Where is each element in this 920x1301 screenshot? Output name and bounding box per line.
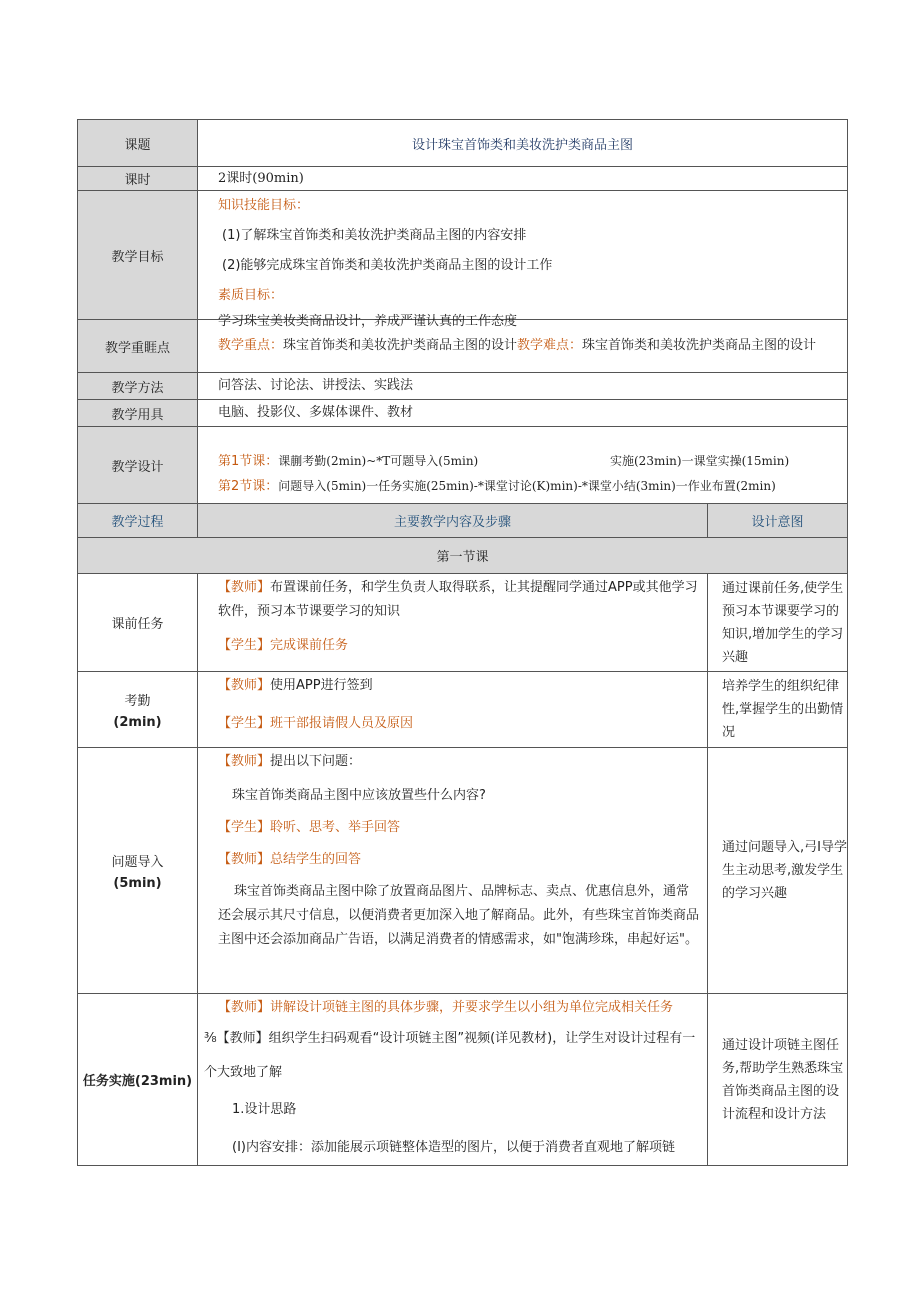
design-label: 教学设计 xyxy=(78,427,198,504)
attendance-student-text: 班干部报请假人员及原因 xyxy=(270,716,414,731)
column-process: 教学过程 xyxy=(78,504,198,538)
tools-value: 电脑、投影仪、多媒体课件、教材 xyxy=(198,400,848,427)
student-tag: 【学生】 xyxy=(218,820,271,835)
task-teacher-text: 讲解设计项链主图的具体步骤，并要求学生以小组为单位完成相关任务 xyxy=(270,1000,674,1015)
keypoints-label: 教学重睚点 xyxy=(78,320,198,373)
topic-label: 课题 xyxy=(78,120,198,167)
key-text: 珠宝首饰类和美妆洗护类商品主图的设计 xyxy=(283,338,518,353)
difficulty-text: 珠宝首饰类和美妆洗护类商品主图的设计 xyxy=(582,338,817,353)
pre-task-intent: 通过课前任务,使学生预习本节课要学习的知识,增加学生的学习兴趣 xyxy=(708,574,848,672)
skill-goal-2: (2)能够完成珠宝首饰类和美妆洗护类商品主图的设计工作 xyxy=(222,258,553,273)
difficulty-title: 教学难点： xyxy=(517,338,583,353)
attendance-intent: 培养学生的组织纪律性,掌握学生的出勤情况 xyxy=(708,672,848,748)
lesson-plan-table xyxy=(77,119,848,1166)
pre-student-text: 完成课前任务 xyxy=(270,638,349,653)
intro-question: 珠宝首饰类商品主图中应该放置些什么内容? xyxy=(232,788,486,803)
intro-teacher-text-2: 总结学生的回答 xyxy=(270,852,362,867)
task-content xyxy=(198,994,708,1166)
attendance-teacher-text: 使用APP进行签到 xyxy=(270,678,373,693)
design-cell xyxy=(198,427,848,504)
student-tag: 【学生】 xyxy=(218,716,271,731)
hours-value: 2课时(90min) xyxy=(198,167,848,191)
intro-student-text: 聆听、思考、举手回答 xyxy=(270,820,401,835)
attendance-label-cell xyxy=(78,672,198,748)
intro-paragraph: 珠宝首饰类商品主图中除了放置商品图片、品牌标志、卖点、优惠信息外，通常还会展示其尺寸信息，以便消费者更加深入地了解商品。此外，有些珠宝首饰类商品主图中还会添加商品广告语，以满足消费者的情感需求，如"饱满珍珠，串起好运"。 xyxy=(218,884,700,947)
design-line2-title: 第2节课： xyxy=(218,479,279,494)
task-intent: 通过设计项链主图任务,帮助学生熟悉珠宝首饰类商品主图的设计流程和设计方法 xyxy=(708,994,848,1166)
task-heading: 1.设计思路 xyxy=(232,1102,297,1117)
page-title: 设计珠宝首饰类和美妆洗护类商品主图 xyxy=(198,120,848,167)
teacher-tag: 【教师】 xyxy=(216,1031,269,1046)
tools-label: 教学用具 xyxy=(78,400,198,427)
intro-content xyxy=(198,748,708,994)
design-line1-title: 第1节课： xyxy=(218,454,279,469)
hours-label: 课时 xyxy=(78,167,198,191)
teacher-tag: 【教师】 xyxy=(218,754,271,769)
student-tag: 【学生】 xyxy=(218,638,271,653)
design-line1-b: 实施(23min)一课堂实操(15min) xyxy=(610,454,790,468)
section-title: 第一节课 xyxy=(78,538,848,574)
goals-cell xyxy=(198,191,848,329)
column-intent: 设计意图 xyxy=(708,504,848,538)
task-item: (I)内容安排：添加能展示项链整体造型的图片，以便于消费者直观地了解项链 xyxy=(232,1140,675,1155)
intro-time: (5min) xyxy=(113,875,162,891)
intro-label-cell xyxy=(78,748,198,994)
teacher-tag: 【教师】 xyxy=(218,580,271,595)
attendance-time: (2min) xyxy=(113,714,162,730)
task-label: 任务实施(23min) xyxy=(78,994,198,1166)
skill-goal-1: (1)了解珠宝首饰类和美妆洗护类商品主图的内容安排 xyxy=(222,228,527,243)
attendance-content xyxy=(198,672,708,748)
goals-label: 教学目标 xyxy=(78,191,198,320)
task-teacher-text-2: 组织学生扫码观看“设计项链主图”视频(详见教材)，让学生对设计过程有一个大致地了解 xyxy=(204,1031,696,1080)
methods-label: 教学方法 xyxy=(78,373,198,400)
pre-task-content xyxy=(198,574,708,672)
attendance-label: 考勤 xyxy=(124,693,151,709)
pre-task-label: 课前任务 xyxy=(78,574,198,672)
teacher-tag: 【教师】 xyxy=(218,852,271,867)
methods-value: 问答法、讨论法、讲授法、实践法 xyxy=(198,373,848,400)
teacher-tag: 【教师】 xyxy=(218,1000,271,1015)
intro-teacher-text: 提出以下问题： xyxy=(270,754,362,769)
quality-goal-text: 学习珠宝美妆类商品设计，养成严谨认真的工作态度 xyxy=(218,314,518,329)
teacher-tag: 【教师】 xyxy=(218,678,271,693)
pre-teacher-text: 布置课前任务，和学生负责人取得联系，让其提醒同学通过APP或其他学习软件，预习本节课要学习的知识 xyxy=(218,580,698,619)
quality-goal-title: 素质目标： xyxy=(218,288,284,303)
intro-label: 问题导入 xyxy=(111,854,164,870)
column-content: 主要教学内容及步骤 xyxy=(198,504,708,538)
design-line1-a: 课蒯考勤(2min)~*T可题导入(5min) xyxy=(278,454,479,468)
key-title: 教学重点： xyxy=(218,338,284,353)
task-prefix: ⅜ xyxy=(204,1031,217,1046)
intro-intent: 通过问题导入,弓I导学生主动思考,激发学生的学习兴趣 xyxy=(708,748,848,994)
design-line2-text: 问题导入(5min)一任务实施(25min)-*课堂讨论(K)min)-*课堂小结(3min)一作业布置(2min) xyxy=(278,479,776,493)
skill-goal-title: 知识技能目标： xyxy=(218,198,310,213)
